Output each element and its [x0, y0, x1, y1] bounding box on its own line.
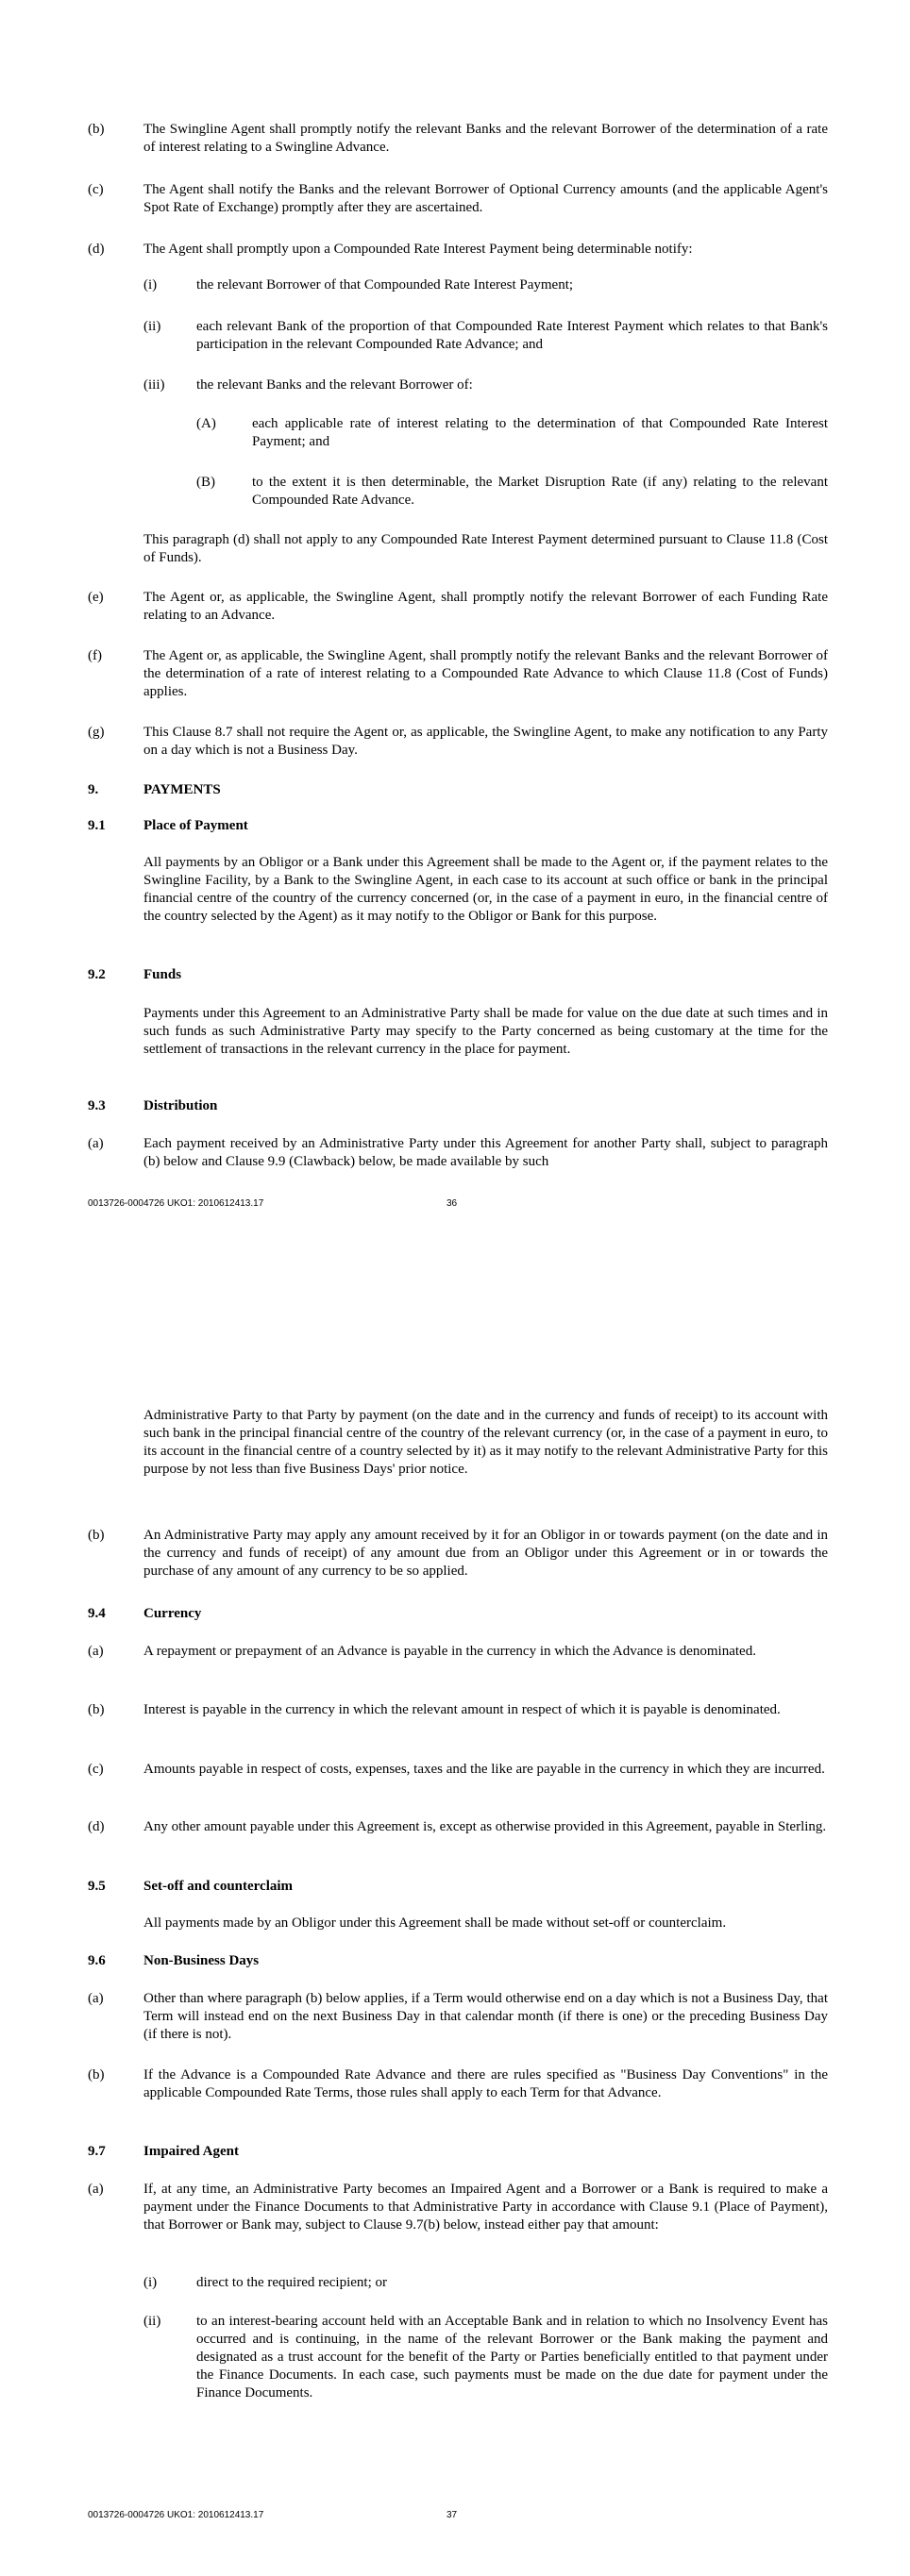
heading-number: 9.7: [88, 2144, 106, 2159]
footer-reference: 0013726-0004726 UKO1: 2010612413.17: [88, 1198, 264, 1209]
para-text: to an interest-bearing account held with an Acceptable Bank and in relation to which no Insolvency Event has occurred and is continuing, in the name of the relevant Borrower or the Bank making the payment and designated as a trust account for the benefit of the Party or Parties beneficially entitled to that payment under the Finance Documents. In each case, such payments must be made on the due date for payment under the Finance Documents.: [196, 2314, 828, 2400]
para-text: This paragraph (d) shall not apply to any Compounded Rate Interest Payment determined pursuant to Clause 11.8 (Cost of Funds).: [143, 532, 828, 565]
para-label: (iii): [143, 377, 165, 393]
heading-title: Funds: [143, 967, 182, 982]
para-text: Interest is payable in the currency in which the relevant amount in respect of which it is payable is denominated.: [143, 1702, 781, 1717]
para-text: All payments by an Obligor or a Bank under this Agreement shall be made to the Agent or, if the payment relates to the Swingline Facility, by a Bank to the Swingline Agent, in each case to its account at such office or bank in the principal financial centre of the country of the currency concerned (or, in the case of a payment in euro, in the financial centre of the country selected by the Agent) as it may notify to the Obligor or Bank for this purpose.: [143, 855, 828, 924]
page-37: [0, 1283, 910, 2576]
page-number: 36: [447, 1198, 458, 1209]
para-text: Any other amount payable under this Agreement is, except as otherwise provided in this Agreement, payable in Sterling.: [143, 1819, 827, 1834]
para-text: each applicable rate of interest relating to the determination of that Compounded Rate Interest Payment; and: [252, 416, 828, 449]
heading-number: 9.2: [88, 967, 106, 982]
para-label: (b): [88, 1528, 105, 1543]
para-text: The Swingline Agent shall promptly notify the relevant Banks and the relevant Borrower of the determination of a rate of interest relating to a Swingline Advance.: [143, 122, 828, 155]
para-text: each relevant Bank of the proportion of that Compounded Rate Interest Payment which relates to that Bank's participation in the relevant Compounded Rate Advance; and: [196, 319, 828, 352]
para-text: to the extent it is then determinable, the Market Disruption Rate (if any) relating to the relevant Compounded Rate Advance.: [252, 475, 828, 508]
para-label: (d): [88, 242, 105, 257]
para-text: Other than where paragraph (b) below applies, if a Term would otherwise end on a day which is not a Business Day, that Term will instead end on the next Business Day in that calendar month (if there is one) or the preceding Business Day (if there is not).: [143, 1991, 828, 2042]
heading-number: 9.1: [88, 818, 106, 833]
para-label: (d): [88, 1819, 105, 1834]
heading-title: PAYMENTS: [143, 782, 221, 797]
para-label: (b): [88, 1702, 105, 1717]
heading-title: Distribution: [143, 1098, 218, 1113]
heading-number: 9.4: [88, 1606, 106, 1621]
para-text: the relevant Banks and the relevant Borrower of:: [196, 377, 473, 393]
heading-number: 9.: [88, 782, 99, 797]
para-text: direct to the required recipient; or: [196, 2275, 387, 2290]
para-label: (a): [88, 1136, 104, 1151]
para-label: (e): [88, 590, 104, 605]
para-label: (ii): [143, 2314, 161, 2329]
heading-title: Currency: [143, 1606, 202, 1621]
heading-number: 9.3: [88, 1098, 106, 1113]
para-text: Amounts payable in respect of costs, expenses, taxes and the like are payable in the currency in which they are incurred.: [143, 1762, 825, 1777]
para-label: (g): [88, 725, 105, 740]
para-text: Each payment received by an Administrative Party under this Agreement for another Party shall, subject to paragraph (b) below and Clause 9.9 (Clawback) below, be made available by such: [143, 1136, 828, 1169]
para-label: (A): [196, 416, 216, 431]
para-label: (f): [88, 648, 102, 663]
heading-title: Place of Payment: [143, 818, 248, 833]
para-text: The Agent or, as applicable, the Swingline Agent, shall promptly notify the relevant Borrower of each Funding Rate relating to an Advance.: [143, 590, 828, 623]
heading-title: Set-off and counterclaim: [143, 1879, 294, 1894]
para-text: If the Advance is a Compounded Rate Advance and there are rules specified as "Business Day Conventions" in the applicable Compounded Rate Terms, those rules shall apply to each Term for that Advance.: [143, 2067, 828, 2100]
heading-title: Non-Business Days: [143, 1953, 260, 1968]
para-text: An Administrative Party may apply any amount received by it for an Obligor in or towards payment (on the date and in the currency and funds of receipt) of any amount due from an Obligor under this Agreement or in or towards the purchase of any amount of any currency to be so applied.: [143, 1528, 828, 1579]
para-text: The Agent shall promptly upon a Compounded Rate Interest Payment being determinable notify:: [143, 242, 693, 257]
page-number: 37: [447, 2510, 458, 2520]
page-36: [0, 0, 910, 1283]
para-text: A repayment or prepayment of an Advance is payable in the currency in which the Advance is denominated.: [143, 1644, 756, 1659]
footer-reference: 0013726-0004726 UKO1: 2010612413.17: [88, 2510, 264, 2520]
para-label: (a): [88, 1991, 104, 2006]
para-text: This Clause 8.7 shall not require the Agent or, as applicable, the Swingline Agent, to make any notification to any Party on a day which is not a Business Day.: [143, 725, 828, 758]
para-label: (a): [88, 2182, 104, 2197]
para-label: (c): [88, 182, 104, 197]
para-text: All payments made by an Obligor under this Agreement shall be made without set-off or counterclaim.: [143, 1915, 727, 1931]
para-label: (B): [196, 475, 215, 490]
para-label: (b): [88, 122, 105, 137]
para-label: (i): [143, 277, 158, 293]
heading-number: 9.5: [88, 1879, 106, 1894]
heading-number: 9.6: [88, 1953, 106, 1968]
para-label: (a): [88, 1644, 104, 1659]
para-label: (ii): [143, 319, 161, 334]
para-text: the relevant Borrower of that Compounded Rate Interest Payment;: [196, 277, 574, 293]
para-text: The Agent or, as applicable, the Swingline Agent, shall promptly notify the relevant Banks and the relevant Borrower of the determination of a rate of interest relating to a Compounded Rate Advance to which Clause 11.8 (Cost of Funds) applies.: [143, 648, 828, 699]
para-text: If, at any time, an Administrative Party becomes an Impaired Agent and a Borrower or a Bank is required to make a payment under the Finance Documents to that Administrative Party in accordance with Clause 9.1 (Place of Payment), that Borrower or Bank may, subject to Clause 9.7(b) below, instead either pay that amount:: [143, 2182, 828, 2233]
para-label: (b): [88, 2067, 105, 2083]
para-text: Payments under this Agreement to an Administrative Party shall be made for value on the due date at such times and in such funds as such Administrative Party may specify to the Party concerned as being customary at the time for the settlement of transactions in the relevant currency in the place for payment.: [143, 1006, 828, 1057]
para-text: Administrative Party to that Party by payment (on the date and in the currency and funds of receipt) to its account with such bank in the principal financial centre of the country of the relevant currency (or, in the case of a payment in euro, to its account in the financial centre of a country selected by it) as it may notify to the relevant Administrative Party for this purpose by not less than five Business Days' prior notice.: [143, 1408, 828, 1477]
heading-title: Impaired Agent: [143, 2144, 239, 2159]
para-label: (c): [88, 1762, 104, 1777]
para-text: The Agent shall notify the Banks and the relevant Borrower of Optional Currency amounts (and the applicable Agent's Spot Rate of Exchange) promptly after they are ascertained.: [143, 182, 828, 215]
para-label: (i): [143, 2275, 158, 2290]
